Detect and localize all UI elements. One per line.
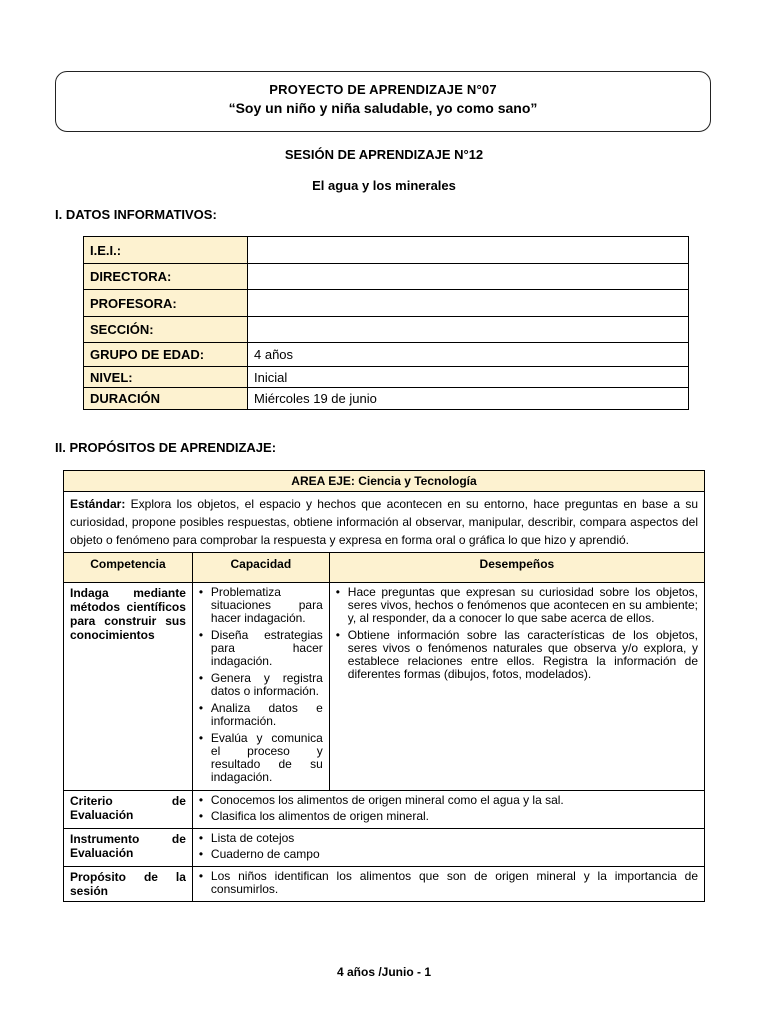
table-row <box>84 317 689 343</box>
table-row <box>84 237 689 264</box>
desempenos-list <box>336 586 698 681</box>
list-item: • Conocemos los alimentos de origen mineral como el agua y la sal. <box>199 794 698 807</box>
list-item: • Hace preguntas que expresan su curiosidad sobre los objetos, seres vivos, hechos o fenómenos que acontecen en su ambiente; y, al responder, da a conocer lo que sabe acerca de ellos. <box>336 586 698 625</box>
row-value: 4 años <box>248 343 689 367</box>
list-item: • Obtiene información sobre las características de los objetos, seres vivos o fenómenos naturales que observa y/o explora, y establece relaciones entre ellos. Registra la información de diferentes formas (dibujos, fotos, modelados). <box>336 629 698 681</box>
table-row <box>64 553 705 583</box>
list-item: • Analiza datos e información. <box>199 702 323 728</box>
row-value <box>248 317 689 343</box>
proposito-label: Propósito de la sesión <box>64 867 193 902</box>
table-row <box>84 367 689 388</box>
project-motto: “Soy un niño y niña saludable, yo como sano” <box>228 100 538 116</box>
header-capacidad: Capacidad <box>192 553 329 583</box>
table-row <box>84 290 689 317</box>
row-label: PROFESORA: <box>84 290 248 317</box>
row-label: GRUPO DE EDAD: <box>84 343 248 367</box>
list-item: • Los niños identifican los alimentos que son de origen mineral y la importancia de consumirlos. <box>199 870 698 896</box>
list-item: • Evalúa y comunica el proceso y resultado de su indagación. <box>199 732 323 784</box>
header-competencia: Competencia <box>64 553 193 583</box>
section-datos-informativos-title: I. DATOS INFORMATIVOS: <box>55 207 217 222</box>
list-item: • Lista de cotejos <box>199 832 698 845</box>
standard-cell <box>64 492 705 553</box>
row-value: Inicial <box>248 367 689 388</box>
row-label: DURACIÓN <box>84 388 248 410</box>
row-value <box>248 290 689 317</box>
list-item: • Problematiza situaciones para hacer indagación. <box>199 586 323 625</box>
row-label: NIVEL: <box>84 367 248 388</box>
row-label: I.E.I.: <box>84 237 248 264</box>
standard-label: Estándar: <box>70 497 126 511</box>
list-item: • Clasifica los alimentos de origen mineral. <box>199 810 698 823</box>
proposito-cell <box>192 867 704 902</box>
row-value <box>248 237 689 264</box>
standard-text: Explora los objetos, el espacio y hechos que acontecen en su entorno, hace preguntas en base a su curiosidad, propone posibles respuestas, obtiene información al observar, manipular, describir, compara aspectos del objeto o fenómeno para comprobar la respuesta y expresa en forma oral o gráfica lo que hizo y aprendió. <box>70 497 698 547</box>
table-row <box>84 388 689 410</box>
criterio-label: Criterio de Evaluación <box>64 791 193 829</box>
instrumento-label: Instrumento de Evaluación <box>64 829 193 867</box>
table-row <box>64 471 705 492</box>
list-item: • Diseña estrategias para hacer indagación. <box>199 629 323 668</box>
project-title: PROYECTO DE APRENDIZAJE N°07 <box>269 82 497 97</box>
session-title: SESIÓN DE APRENDIZAJE N°12 <box>284 147 484 162</box>
session-topic: El agua y los minerales <box>312 178 456 193</box>
row-label: SECCIÓN: <box>84 317 248 343</box>
row-value: Miércoles 19 de junio <box>248 388 689 410</box>
table-row <box>64 583 705 791</box>
proposito-list <box>199 870 698 896</box>
instrumento-cell <box>192 829 704 867</box>
page-footer: 4 años /Junio - 1 <box>336 965 432 979</box>
desempenos-cell <box>329 583 704 791</box>
project-header-box <box>55 71 711 132</box>
capacidad-cell <box>192 583 329 791</box>
list-item: • Genera y registra datos o información. <box>199 672 323 698</box>
table-row <box>64 829 705 867</box>
datos-informativos-table <box>83 236 689 410</box>
row-label: DIRECTORA: <box>84 264 248 290</box>
table-row <box>64 791 705 829</box>
table-row <box>64 492 705 553</box>
table-row <box>84 343 689 367</box>
row-value <box>248 264 689 290</box>
instrumento-list <box>199 832 698 861</box>
list-item: • Cuaderno de campo <box>199 848 698 861</box>
header-desempenos: Desempeños <box>329 553 704 583</box>
area-eje-header: AREA EJE: Ciencia y Tecnología <box>64 471 705 492</box>
criterio-list <box>199 794 698 823</box>
propositos-table <box>63 470 705 902</box>
table-row <box>64 867 705 902</box>
criterio-cell <box>192 791 704 829</box>
competencia-cell: Indaga mediante métodos científicos para construir sus conocimientos <box>64 583 193 791</box>
section-propositos-title: II. PROPÓSITOS DE APRENDIZAJE: <box>55 440 277 455</box>
capacidad-list <box>199 586 323 784</box>
table-row <box>84 264 689 290</box>
